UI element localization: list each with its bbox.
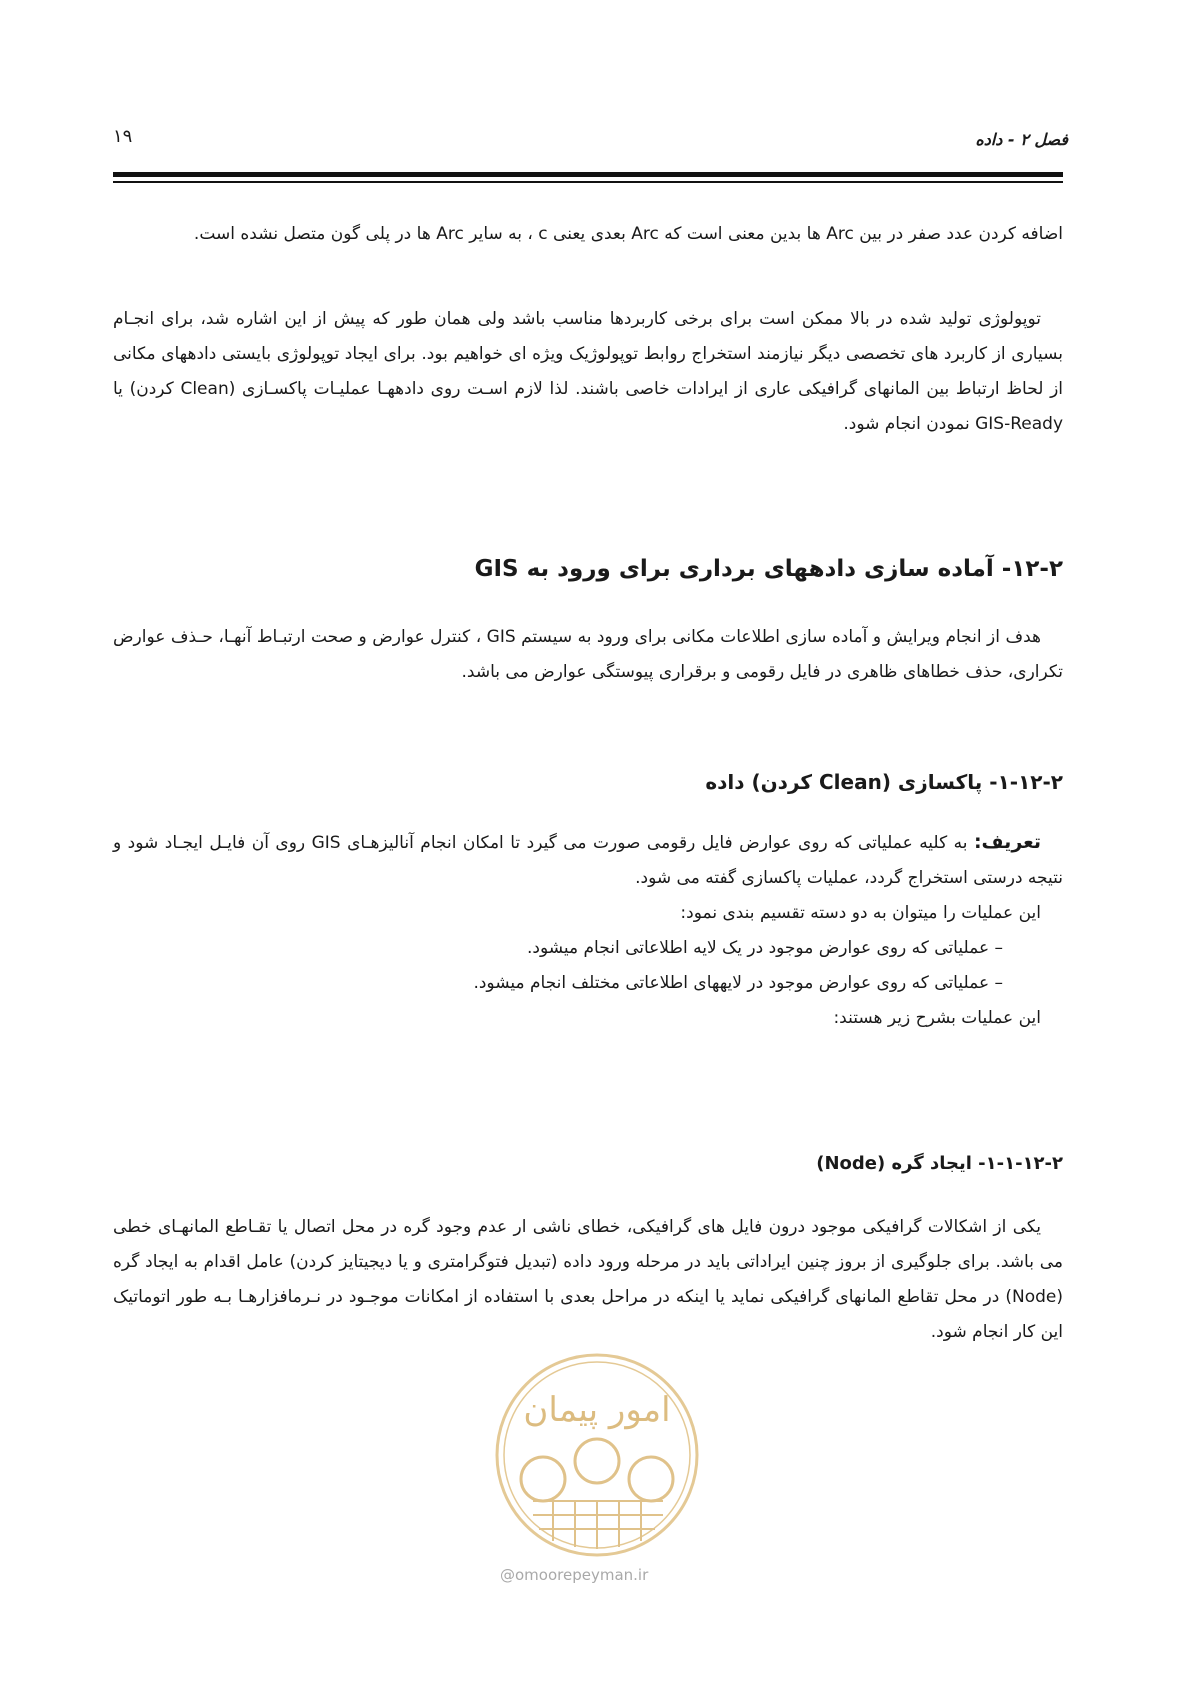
page-number: ۱۹	[113, 126, 133, 147]
logo-text: امور پیمان	[523, 1390, 671, 1430]
definition-text: به کلیه عملیاتی که روی عوارض فایل رقومی صورت می گیرد تا امکان انجام آنالیزهـای GIS روی آن فایـل ایجـاد شود و نتیجه درستی استخراج گردد، عملیات پاکسازی گفته می شود.	[113, 833, 1063, 888]
chapter-title: فصل ۲ - داده	[975, 130, 1068, 149]
paragraph-text: یکی از اشکالات گرافیکی موجود درون فایل های گرافیکی، خطای ناشی ار عدم وجود گره در محل اتصال یا تقـاطع المانهـای خطی می باشد. برای جلوگیری از بروز چنین ایراداتی باید در مرحله ورود داده (تبدیل فتوگرامتری و یا دیجیتایز کردن) عامل اقدام به ایجاد گره (Node) در محل تقاطع المانهای گرافیکی نماید یا اینکه در مراحل بعدی با استفاده از امکانات موجـود در نـرمافزارهـا بـه طور اتوماتیک این کار انجام شود.	[113, 1217, 1063, 1342]
paragraph-text: اضافه کردن عدد صفر در بین Arc ها بدین معنی است که Arc بعدی یعنی c ، به سایر Arc ها در پلی گون متصل نشده است.	[193, 224, 1063, 244]
paragraph-text: توپولوژی تولید شده در بالا ممکن است برای برخی کاربردها مناسب باشد ولی همان طور که پیش از این اشاره شد، برای انجـام بسیاری از کاربرد های تخصصی دیگر نیازمند استخراج روابط توپولوژیک ویژه ای خواهیم بود. برای ایجاد توپولوژی بایستی دادههای مکانی از لحاظ ارتباط بین المانهای گرافیکی عاری از ایرادات خاصی باشند. لذا لازم اسـت روی دادههـا عملیـات پاکسـازی (Clean کردن) یا GIS-Ready نمودن انجام شود.	[113, 309, 1063, 434]
header-rule-thick	[113, 172, 1063, 177]
header-rule-thin	[113, 181, 1063, 183]
definition-term: تعریف:	[973, 831, 1041, 853]
paragraph-arc-note	[113, 217, 1063, 252]
paragraph-node-creation	[113, 1210, 1063, 1350]
paragraph-topology	[113, 302, 1063, 442]
section-heading-12-1-1: ۱-۱-۱۲-۲- ایجاد گره (Node)	[816, 1153, 1063, 1174]
list-item: – عملیاتی که روی عوارض موجود در لایههای اطلاعاتی مختلف انجام میشود.	[473, 973, 1003, 993]
watermark-url: @omoorepeyman.ir	[500, 1566, 649, 1584]
list-item: – عملیاتی که روی عوارض موجود در یک لایه اطلاعاتی انجام میشود.	[526, 938, 1003, 958]
omoorepeyman-logo	[493, 1351, 701, 1559]
paragraph-section-12	[113, 620, 1063, 690]
paragraph-text: هدف از انجام ویرایش و آماده سازی اطلاعات مکانی برای ورود به سیستم GIS ، کنترل عوارض و صحت ارتبـاط آنهـا، حـذف عوارض تکراری، حذف خطاهای ظاهری در فایل رقومی و برقراری پیوستگی عوارض می باشد.	[113, 627, 1063, 682]
operations-outro: این عملیات بشرح زیر هستند:	[833, 1008, 1041, 1028]
section-heading-12-1: ۱-۱۲-۲- پاکسازی (Clean کردن) داده	[705, 770, 1063, 794]
operations-intro: این عملیات را میتوان به دو دسته تقسیم بندی نمود:	[680, 903, 1041, 923]
definition-paragraph	[113, 825, 1063, 896]
section-heading-12: ۱۲-۲- آماده سازی دادههای برداری برای ورود به GIS	[474, 556, 1063, 582]
definition-block	[113, 825, 1063, 1036]
